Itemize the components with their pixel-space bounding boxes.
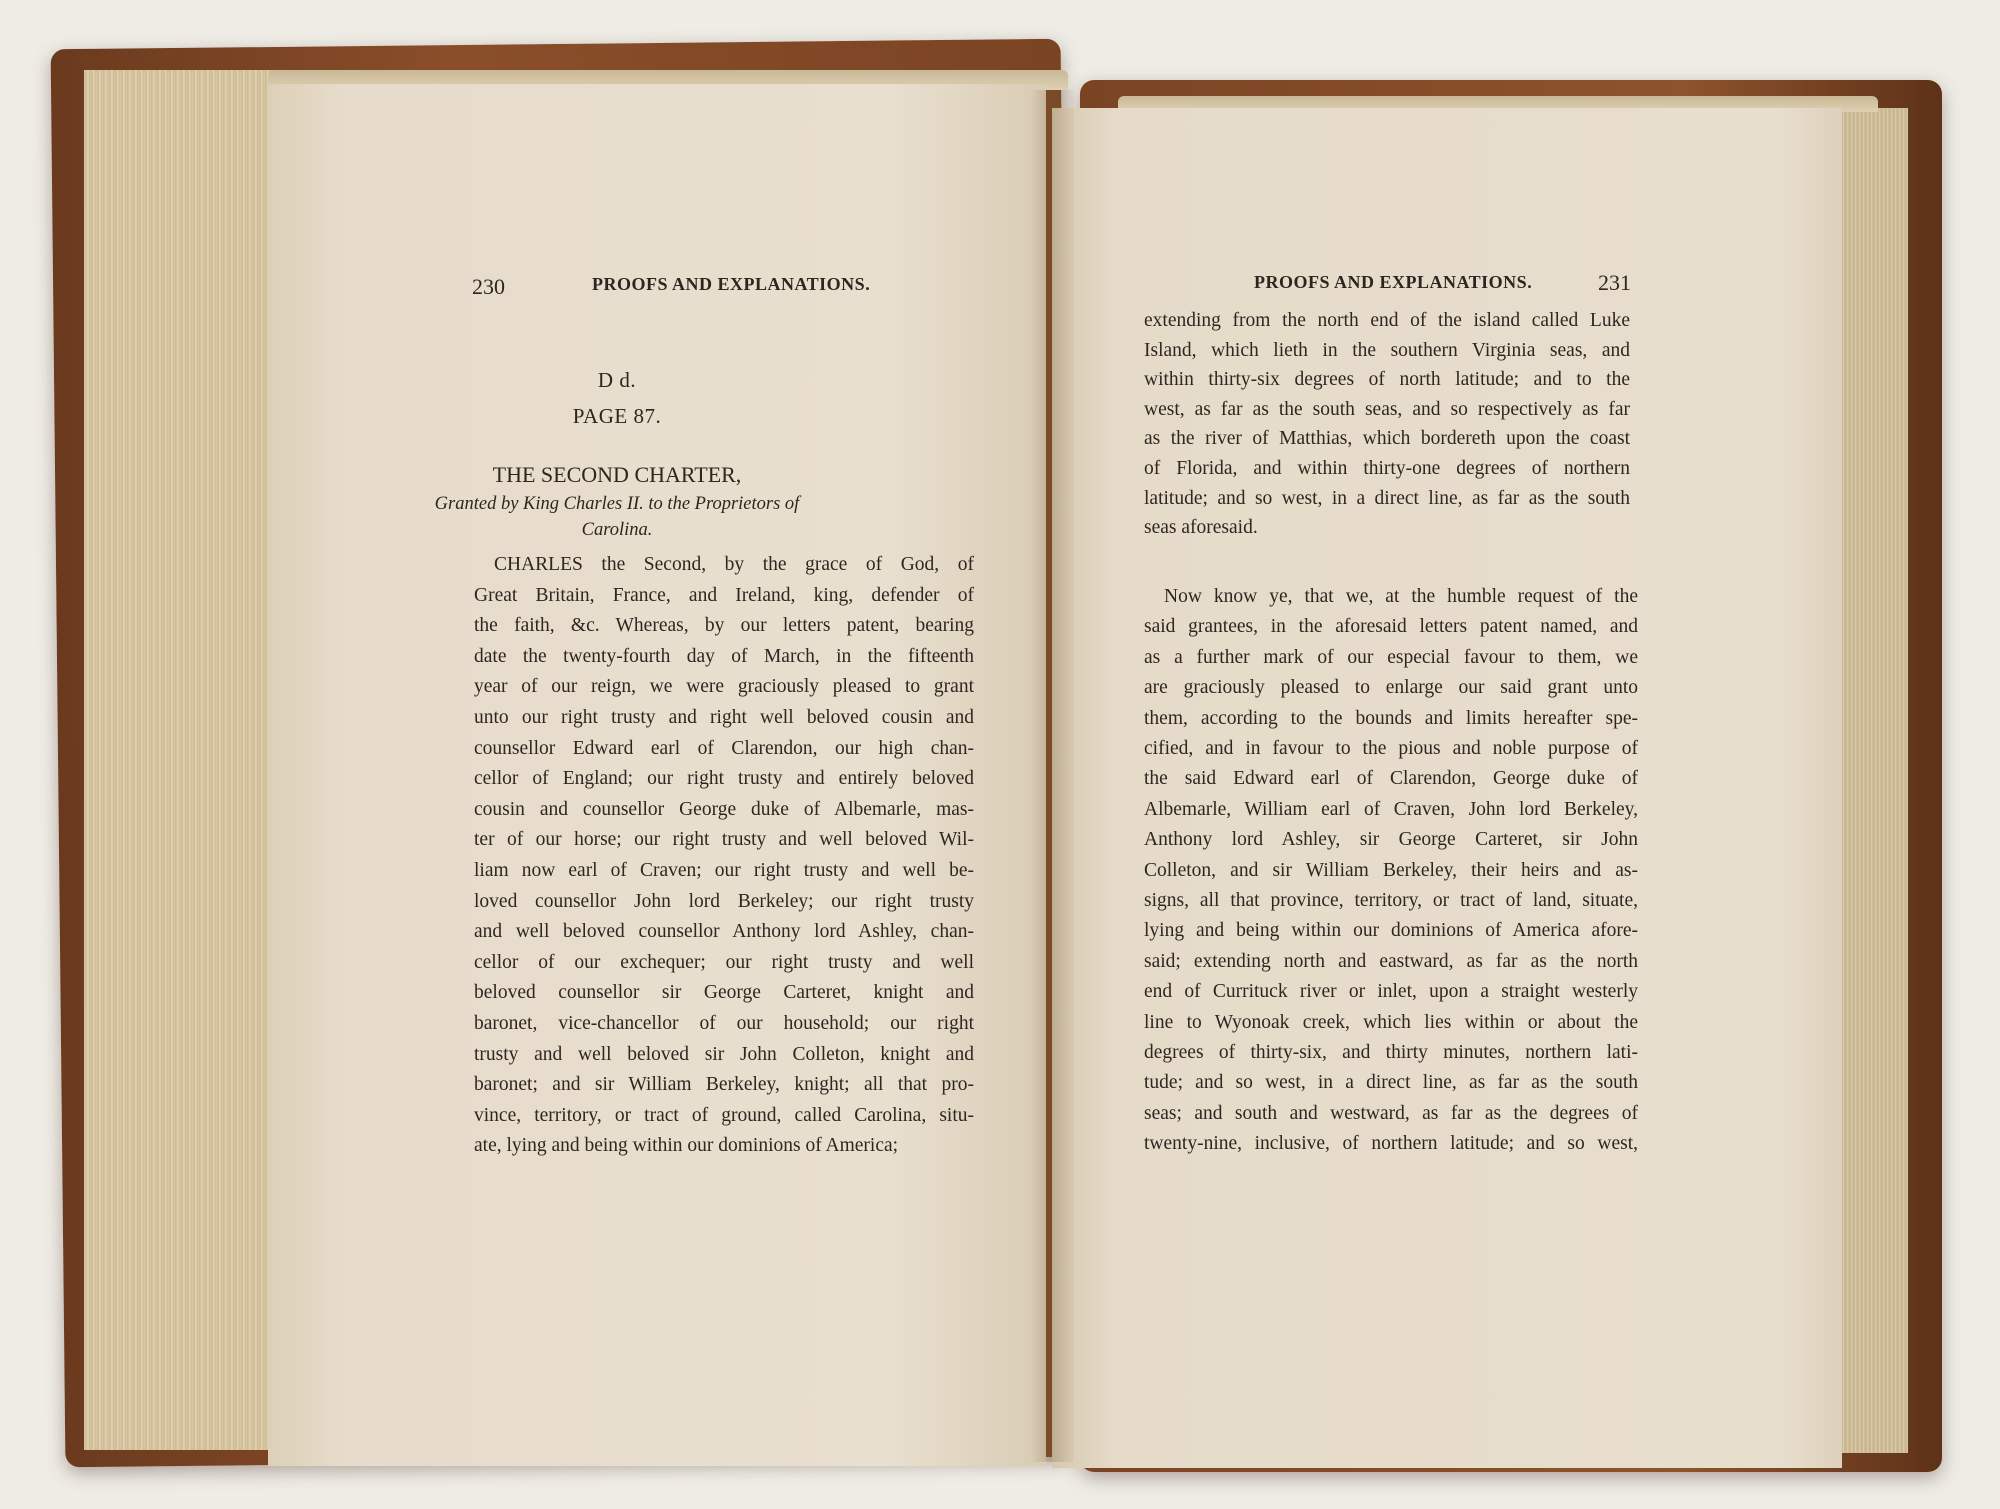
right-running-header: PROOFS AND EXPLANATIONS. (1254, 272, 1533, 292)
text-line: Anthony lord Ashley, sir George Carteret, sir John (1144, 829, 1638, 851)
section-mark: D d. (597, 368, 637, 392)
text-line: ter of our horse; our right trusty and well beloved Wil- (474, 829, 974, 851)
text-line: trusty and well beloved sir John Colleton, knight and (474, 1043, 974, 1065)
text-line: beloved counsellor sir George Carteret, knight and (474, 982, 974, 1004)
text-line: tude; and so west, in a direct line, as far as the south (1144, 1072, 1638, 1094)
text-line: seas; and south and westward, as far as the degrees of (1144, 1102, 1638, 1124)
text-line: ate, lying and being within our dominions of America; (474, 1135, 899, 1157)
text-line: end of Currituck river or inlet, upon a straight westerly (1144, 981, 1638, 1003)
text-line: vince, territory, or tract of ground, called Carolina, situ- (474, 1104, 974, 1126)
text-line: CHARLES the Second, by the grace of God, of (494, 554, 974, 575)
text-line: said grantees, in the aforesaid letters patent named, and (1144, 616, 1638, 638)
text-line: lying and being within our dominions of America afore- (1144, 920, 1638, 942)
text-line: Albemarle, William earl of Craven, John lord Berkeley, (1144, 798, 1638, 820)
text-line: Great Britain, France, and Ireland, king, defender of (474, 584, 974, 606)
text-line: Colleton, and sir William Berkeley, their heirs and as- (1144, 859, 1638, 881)
text-line: the faith, &c. Whereas, by our letters patent, bearing (474, 615, 974, 637)
text-line: the said Edward earl of Clarendon, George duke of (1144, 768, 1638, 790)
text-line: cellor of England; our right trusty and entirely beloved (474, 768, 974, 790)
right-page (1052, 108, 1842, 1468)
page-reference: PAGE 87. (572, 404, 662, 428)
text-line: loved counsellor John lord Berkeley; our right trusty (474, 890, 974, 912)
text-line: degrees of thirty-six, and thirty minutes, northern lati- (1144, 1042, 1638, 1063)
text-line: Island, which lieth in the southern Virginia seas, and (1144, 339, 1630, 361)
text-line: Now know ye, that we, at the humble request of the (1164, 586, 1638, 607)
text-line: baronet; and sir William Berkeley, knight; all that pro- (474, 1074, 974, 1096)
charter-subtitle-2: Carolina. (581, 520, 653, 540)
left-running-header: PROOFS AND EXPLANATIONS. (592, 274, 871, 294)
text-line: seas aforesaid. (1144, 517, 1258, 539)
text-line: year of our reign, we were graciously pleased to grant (474, 676, 974, 698)
text-line: counsellor Edward earl of Clarendon, our high chan- (474, 737, 974, 759)
text-line: latitude; and so west, in a direct line, as far as the south (1144, 487, 1630, 509)
text-line: unto our right trusty and right well beloved cousin and (474, 707, 974, 728)
text-line: cousin and counsellor George duke of Albemarle, mas- (474, 798, 974, 820)
text-line: cified, and in favour to the pious and noble purpose of (1144, 738, 1638, 759)
text-line: within thirty-six degrees of north latitude; and to the (1144, 369, 1630, 391)
right-page-number: 231 (1598, 270, 1631, 295)
charter-title: THE SECOND CHARTER, (492, 462, 742, 487)
text-line: date the twenty-fourth day of March, in the fifteenth (474, 645, 974, 667)
left-page-number: 230 (472, 274, 505, 299)
text-line: are graciously pleased to enlarge our said grant unto (1144, 677, 1638, 699)
text-line: of Florida, and within thirty-one degrees of northern (1144, 458, 1630, 479)
text-line: twenty-nine, inclusive, of northern latitude; and so west, (1144, 1133, 1638, 1155)
page-edges-left (84, 70, 284, 1450)
text-line: signs, all that province, territory, or tract of land, situate, (1144, 890, 1638, 911)
text-line: cellor of our exchequer; our right trusty and well (474, 951, 974, 973)
text-line: and well beloved counsellor Anthony lord Ashley, chan- (474, 921, 974, 943)
text-line: as a further mark of our especial favour to them, we (1144, 646, 1638, 668)
text-line: west, as far as the south seas, and so respectively as far (1144, 398, 1630, 420)
charter-subtitle-1: Granted by King Charles II. to the Proprietors of (434, 494, 800, 514)
text-line: baronet, vice-chancellor of our household; our right (474, 1013, 974, 1034)
text-line: liam now earl of Craven; our right trusty and well be- (474, 860, 974, 881)
left-page (268, 84, 1046, 1466)
text-line: said; extending north and eastward, as far as the north (1144, 950, 1638, 972)
text-line: extending from the north end of the island called Luke (1144, 310, 1630, 331)
book-gutter (1030, 90, 1074, 1462)
text-line: as the river of Matthias, which bordereth upon the coast (1144, 428, 1630, 450)
text-line: line to Wyonoak creek, which lies within or about the (1144, 1011, 1638, 1033)
text-line: them, according to the bounds and limits hereafter spe- (1144, 707, 1638, 729)
